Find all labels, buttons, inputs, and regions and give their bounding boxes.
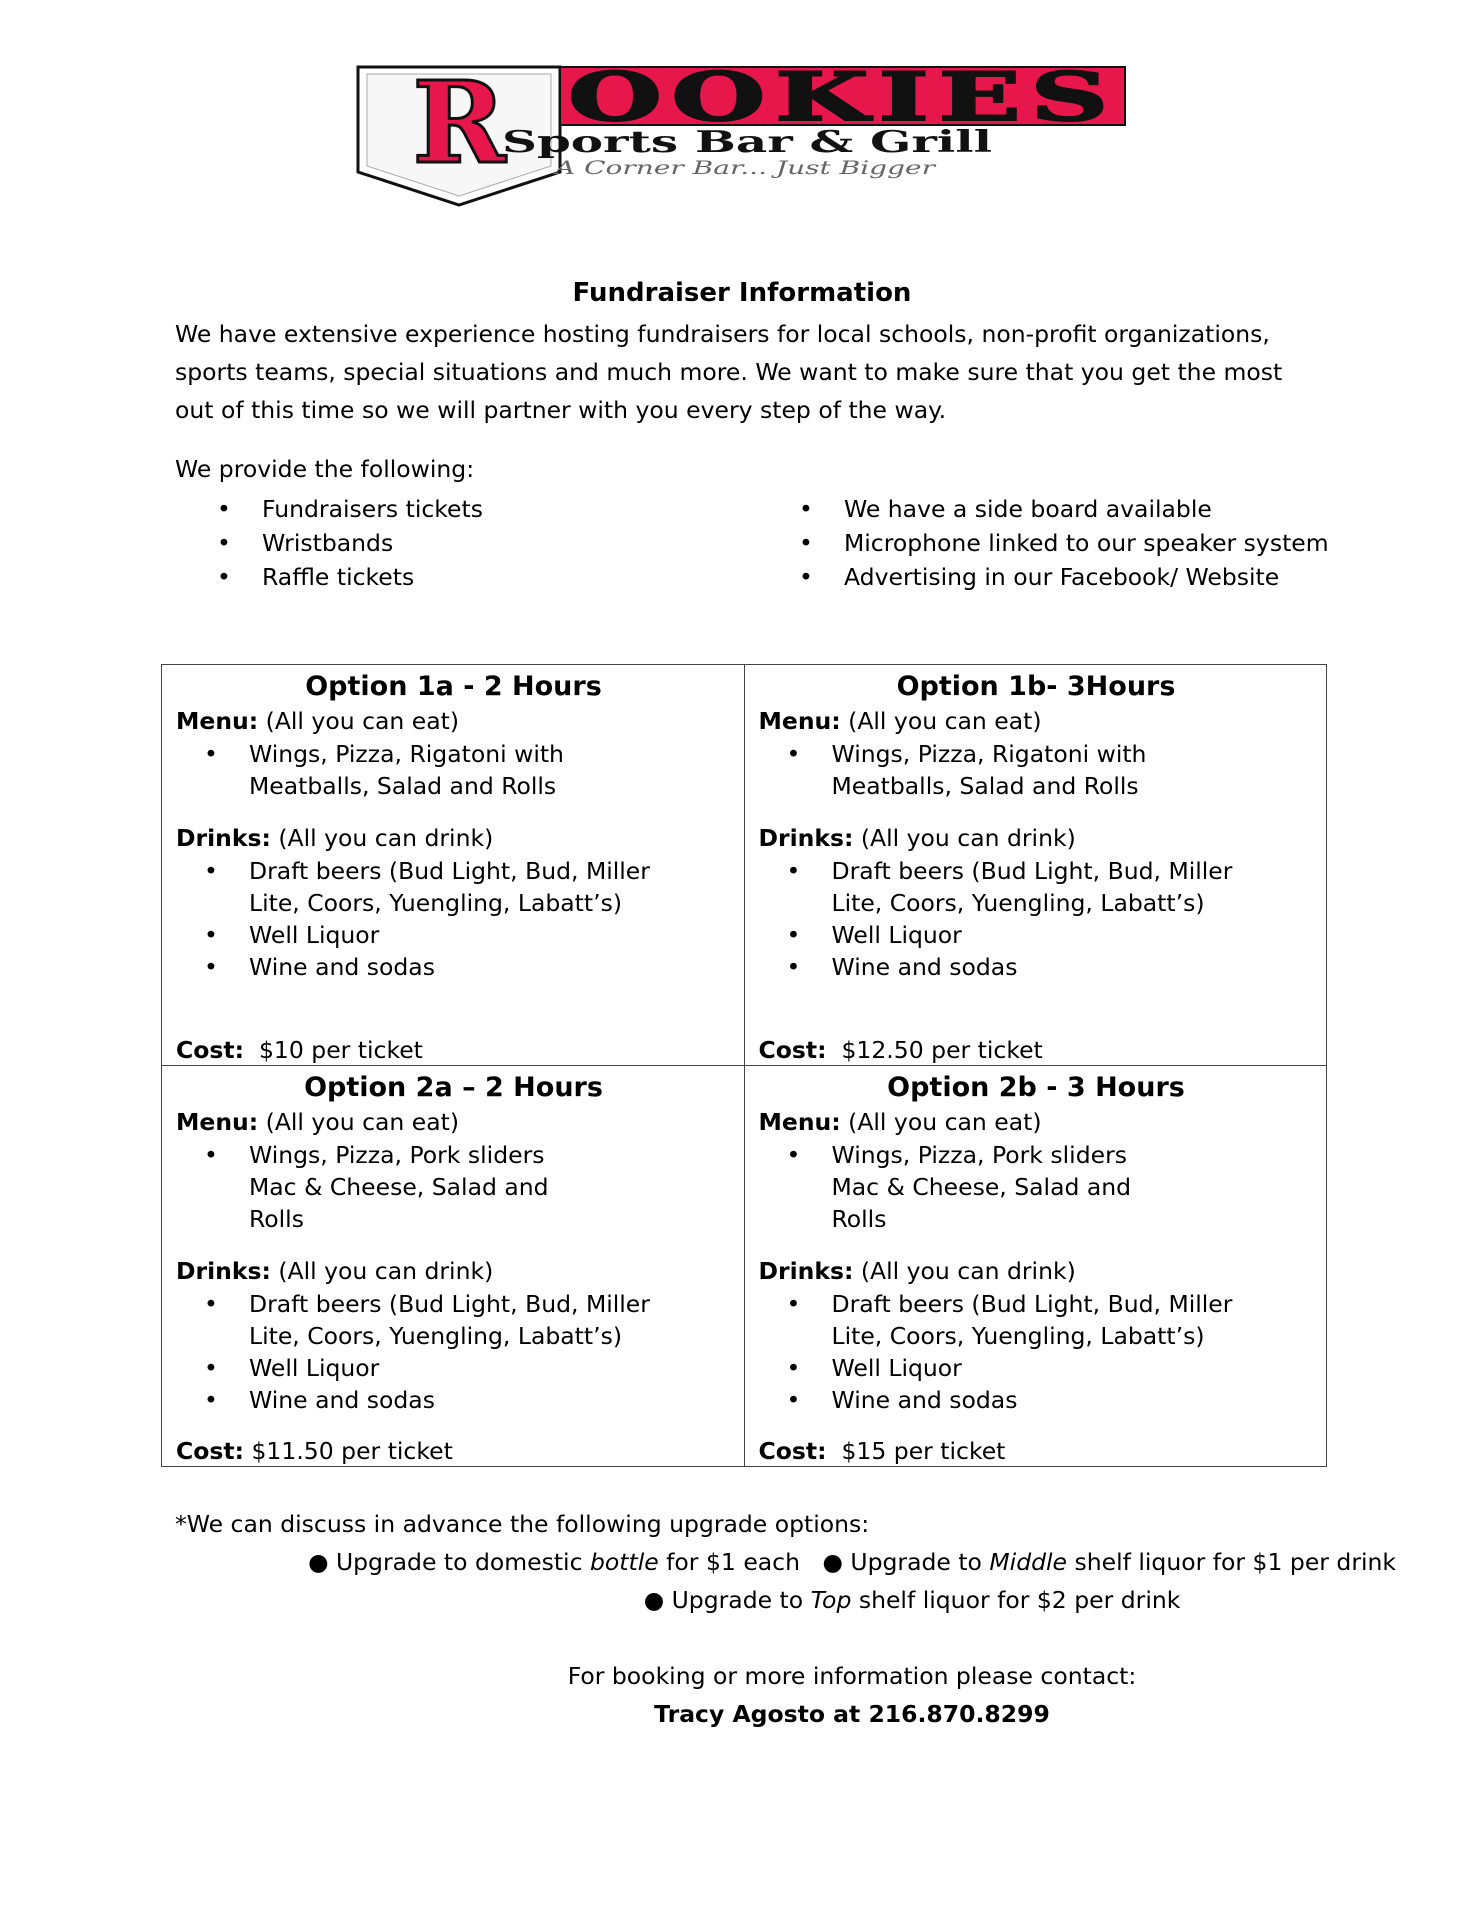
option-title: Option 1b- 3Hours (896, 671, 1176, 702)
cost-label: Cost: (758, 1437, 827, 1465)
drink-item: • Draft beers (Bud Light, Bud, Miller Lite, Coors, Yuengling, Labatt’s) (745, 855, 1255, 919)
upgrade-text: ● Upgrade to (822, 1548, 990, 1576)
list-item: • Microphone linked to our speaker system (757, 526, 1329, 560)
option-cell (162, 665, 745, 1066)
menu-note: (All you can eat) (258, 1108, 460, 1136)
rookies-logo (355, 62, 1130, 212)
option-cost (759, 1436, 1006, 1466)
drink-item: • Wine and sodas (745, 951, 1255, 983)
cost-value: $15 per ticket (826, 1437, 1006, 1465)
upgrade-text: ● Upgrade to (643, 1586, 811, 1614)
upgrade-emphasis: Middle (989, 1548, 1068, 1576)
options-table (161, 664, 1327, 1467)
menu-label: Menu: (176, 707, 259, 735)
upgrade-note: *We can discuss in advance the following upgrade options: (175, 1510, 870, 1538)
menu-note: (All you can eat) (840, 1108, 1042, 1136)
drinks-note: (All you can drink) (853, 1257, 1076, 1285)
upgrade-text: for $1 each (658, 1548, 823, 1576)
drink-item: • Draft beers (Bud Light, Bud, Miller Lite, Coors, Yuengling, Labatt’s) (162, 1288, 672, 1352)
upgrade-line-1 (0, 1548, 1484, 1576)
contact-name: Tracy Agosto at 216.870.8299 (654, 1700, 1050, 1728)
menu-label: Menu: (758, 1108, 841, 1136)
provide-list-left (175, 492, 483, 594)
option-title: Option 1a - 2 Hours (305, 671, 602, 702)
logo-word: OOKIES (568, 62, 1118, 136)
menu-item: • Wings, Pizza, Pork sliders Mac & Cheese, Salad and Rolls (745, 1139, 1145, 1235)
drink-item: • Wine and sodas (162, 1384, 672, 1416)
upgrade-text: shelf liquor for $2 per drink (851, 1586, 1181, 1614)
option-cell (744, 1066, 1327, 1467)
menu-note: (All you can eat) (840, 707, 1042, 735)
list-item: • Raffle tickets (175, 560, 483, 594)
option-cell (744, 665, 1327, 1066)
menu-item: • Wings, Pizza, Rigatoni with Meatballs, Salad and Rolls (745, 738, 1255, 802)
option-title: Option 2b - 3 Hours (887, 1072, 1185, 1103)
option-cost (176, 1035, 423, 1065)
drink-item: • Well Liquor (745, 919, 1255, 951)
option-cell (162, 1066, 745, 1467)
upgrade-text: ● Upgrade to domestic (307, 1548, 590, 1576)
cost-value: $11.50 per ticket (244, 1437, 453, 1465)
list-item: • Fundraisers tickets (175, 492, 483, 526)
page-title: Fundraiser Information (572, 278, 912, 308)
upgrade-emphasis: bottle (589, 1548, 659, 1576)
contact-line: For booking or more information please contact: (567, 1662, 1137, 1690)
upgrade-text: shelf liquor for $1 per drink (1067, 1548, 1397, 1576)
cost-label: Cost: (176, 1437, 245, 1465)
drinks-label: Drinks: (758, 1257, 854, 1285)
logo-tagline: A Corner Bar... Just Bigger (552, 157, 938, 179)
list-item: • Advertising in our Facebook/ Website (757, 560, 1329, 594)
drinks-note: (All you can drink) (270, 824, 494, 852)
drink-item: • Wine and sodas (162, 951, 672, 983)
drink-item: • Wine and sodas (745, 1384, 1255, 1416)
drink-item: • Draft beers (Bud Light, Bud, Miller Lite, Coors, Yuengling, Labatt’s) (745, 1288, 1255, 1352)
provide-label: We provide the following: (175, 455, 475, 483)
cost-label: Cost: (758, 1036, 827, 1064)
drinks-label: Drinks: (758, 824, 854, 852)
menu-note: (All you can eat) (258, 707, 460, 735)
option-cost (759, 1035, 1043, 1065)
drinks-note: (All you can drink) (853, 824, 1076, 852)
drinks-label: Drinks: (176, 1257, 271, 1285)
upgrade-emphasis: Top (810, 1586, 852, 1614)
provide-list-right (757, 492, 1329, 594)
logo-subtitle: Sports Bar & Grill (502, 125, 992, 160)
menu-label: Menu: (176, 1108, 259, 1136)
menu-item: • Wings, Pizza, Pork sliders Mac & Cheese, Salad and Rolls (162, 1139, 562, 1235)
logo-letter-r: R (412, 62, 506, 189)
list-item: • Wristbands (175, 526, 483, 560)
upgrade-line-2 (0, 1586, 1484, 1614)
drink-item: • Well Liquor (745, 1352, 1255, 1384)
intro-paragraph: We have extensive experience hosting fundraisers for local schools, non-profit organizations, sports teams, special situations and much more. We want to make sure that you get the most out of this time so we will partner with you every step of the way. (175, 320, 1283, 424)
cost-value: $10 per ticket (244, 1036, 423, 1064)
menu-item: • Wings, Pizza, Rigatoni with Meatballs, Salad and Rolls (162, 738, 672, 802)
drinks-note: (All you can drink) (270, 1257, 494, 1285)
drink-item: • Draft beers (Bud Light, Bud, Miller Lite, Coors, Yuengling, Labatt’s) (162, 855, 672, 919)
drinks-label: Drinks: (176, 824, 271, 852)
drink-item: • Well Liquor (162, 1352, 672, 1384)
cost-value: $12.50 per ticket (826, 1036, 1043, 1064)
option-title: Option 2a – 2 Hours (304, 1072, 603, 1103)
list-item: • We have a side board available (757, 492, 1329, 526)
option-cost (176, 1436, 453, 1466)
drink-item: • Well Liquor (162, 919, 672, 951)
menu-label: Menu: (758, 707, 841, 735)
cost-label: Cost: (176, 1036, 245, 1064)
